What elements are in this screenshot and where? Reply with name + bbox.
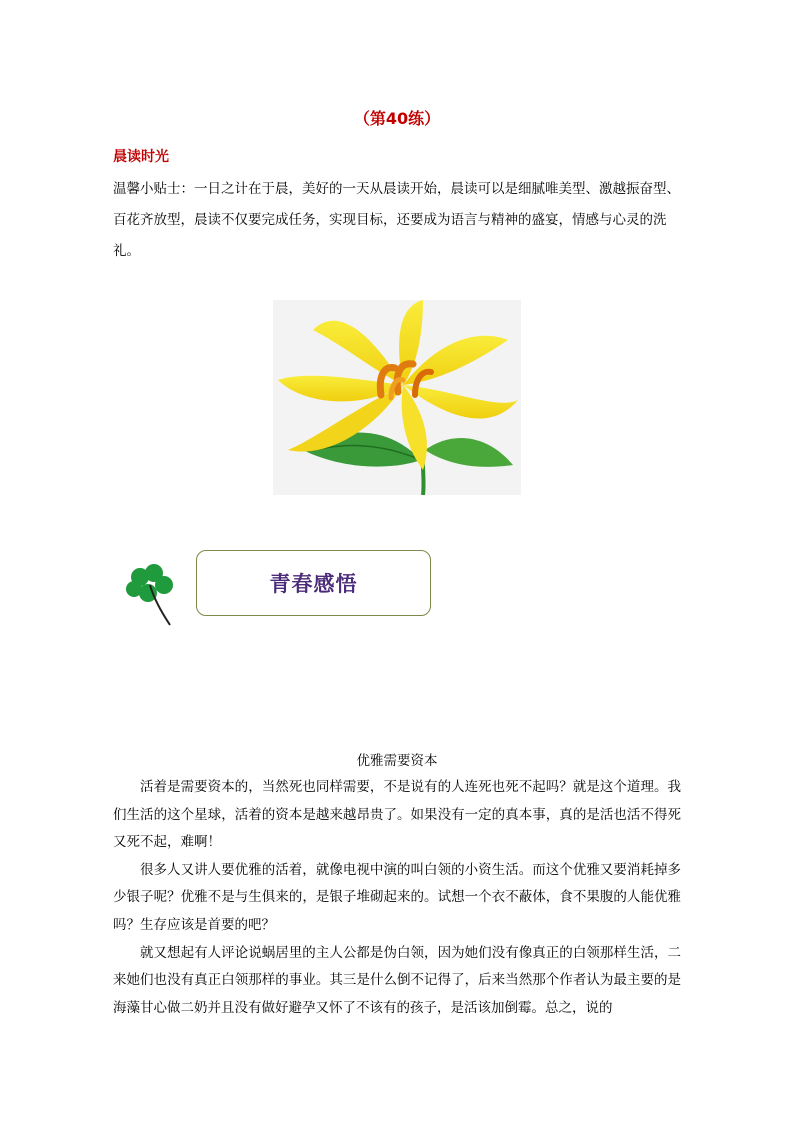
tip-paragraph: 温馨小贴士：一日之计在于晨，美好的一天从晨读开始，晨读可以是细腻唯美型、激越振奋型、百花齐放型，晨读不仅要完成任务，实现目标，还要成为语言与精神的盛宴，情感与心灵的洗礼。 (113, 181, 680, 259)
page-title: （第40练） (353, 109, 441, 128)
article-paragraph: 就又想起有人评论说蜗居里的主人公都是伪白领，因为她们没有像真正的白领那样生活，二来她们也没有真正白领那样的事业。其三是什么倒不记得了，后来当然那个作者认为最主要的是海藻甘心做二奶并且没有做好避孕又怀了不该有的孩子，是活该加倒霉。总之，说的 (113, 944, 681, 1016)
clover-icon (126, 563, 178, 627)
article-title: 优雅需要资本 (356, 753, 438, 769)
flower-image (273, 300, 521, 495)
section-heading: 晨读时光 (113, 149, 169, 165)
article-body (113, 774, 681, 1022)
flower-illustration (273, 300, 521, 495)
section-banner (196, 550, 431, 616)
banner-label: 青春感悟 (269, 571, 358, 596)
article-paragraph: 很多人又讲人要优雅的活着，就像电视中演的叫白领的小资生活。而这个优雅又要消耗掉多少银子呢？优雅不是与生俱来的，是银子堆砌起来的。试想一个衣不蔽体，食不果腹的人能优雅吗？生存应该是首要的吧？ (113, 861, 681, 933)
article-paragraph: 活着是需要资本的，当然死也同样需要，不是说有的人连死也死不起吗？就是这个道理。我们生活的这个星球，活着的资本是越来越昂贵了。如果没有一定的真本事，真的是活也活不得死又死不起，难啊！ (113, 779, 681, 851)
